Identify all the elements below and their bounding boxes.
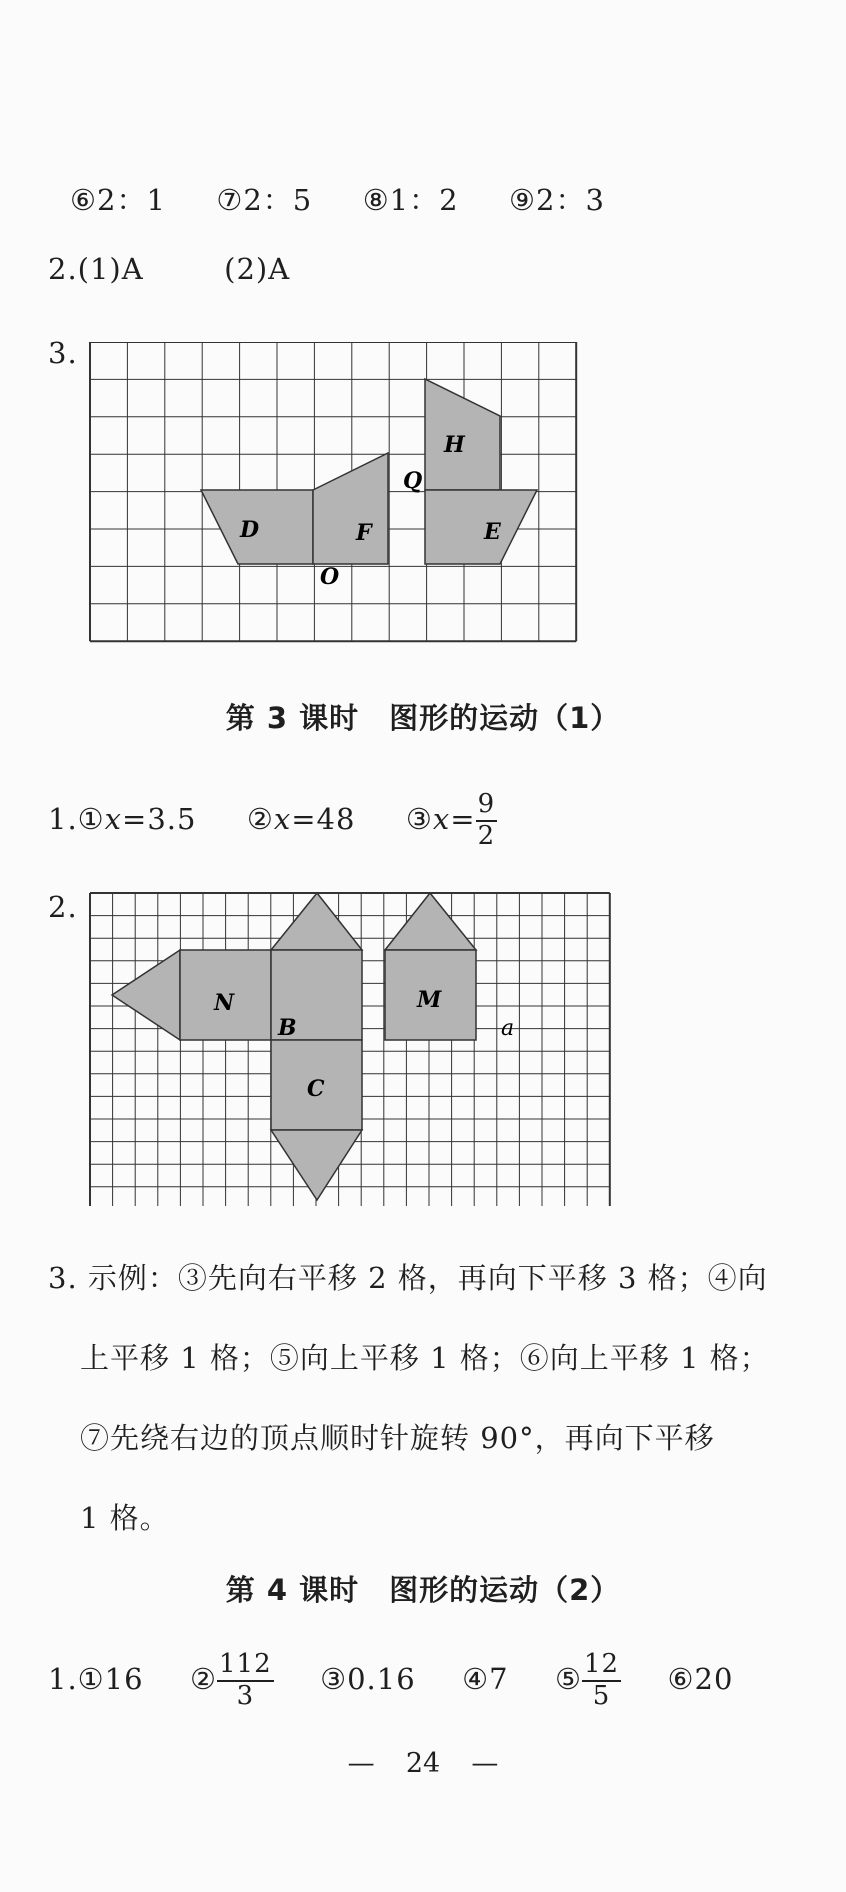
equals-sign: = <box>450 801 476 836</box>
fraction-denominator: 3 <box>236 1680 255 1711</box>
fraction-12-5 <box>582 1650 621 1712</box>
answer-6: ⑥20 <box>667 1661 734 1696</box>
answer-2-marker: ② <box>246 801 274 836</box>
variable-x: x <box>432 801 451 836</box>
section-3-question-2-number: 2. <box>48 890 78 924</box>
section-4-question-1 <box>48 1650 733 1712</box>
fraction-9-2 <box>476 790 498 852</box>
section-4-title: 第 4 课时 图形的运动（2） <box>225 1573 621 1607</box>
answer-2-1: (1)A <box>77 252 144 286</box>
question-number: 1. <box>48 1661 78 1696</box>
answer-3: ③0.16 <box>320 1661 416 1696</box>
shape-c-triangle <box>271 1130 362 1200</box>
answer-2-marker: ② <box>190 1661 218 1696</box>
section-3-question-3-line-4: 1 格。 <box>80 1501 170 1535</box>
fraction-numerator: 9 <box>476 790 498 822</box>
label-c: C <box>307 1076 325 1102</box>
shape-f <box>313 453 388 564</box>
fraction-112-3 <box>217 1650 274 1712</box>
motion-grid-figure <box>88 890 618 1206</box>
question-3-number: 3. <box>48 336 78 370</box>
fraction-numerator: 112 <box>217 1650 274 1682</box>
page-number-dash-right: — <box>471 1748 499 1779</box>
shape-e <box>425 490 537 564</box>
variable-x: x <box>104 801 123 836</box>
page-number-value: 24 <box>405 1748 441 1779</box>
label-q: Q <box>403 468 423 494</box>
answer-2-value: =48 <box>291 801 356 836</box>
label-h: H <box>444 432 465 458</box>
shape-b-triangle <box>271 893 362 950</box>
question-number: 2. <box>48 252 78 286</box>
fraction-denominator: 2 <box>477 820 496 851</box>
label-e: E <box>484 519 501 545</box>
section-3-question-3-line-3: ⑦先绕右边的顶点顺时针旋转 90°，再向下平移 <box>80 1421 715 1455</box>
question-number: 1. <box>48 801 78 836</box>
section-3-question-1 <box>48 790 497 852</box>
section-3-question-3-line-1: 3. 示例：③先向右平移 2 格，再向下平移 3 格；④向 <box>48 1261 768 1295</box>
section-3-title: 第 3 课时 图形的运动（1） <box>225 701 621 735</box>
answer-1-marker: ① <box>77 801 105 836</box>
ratio-answers-line <box>70 178 605 219</box>
label-o: O <box>320 564 340 590</box>
answer-8: ⑧1：2 <box>362 183 459 217</box>
fraction-numerator: 12 <box>582 1650 621 1682</box>
page-number-dash-left: — <box>347 1748 375 1779</box>
variable-x: x <box>273 801 292 836</box>
answer-1-value: =3.5 <box>122 801 197 836</box>
translation-grid-figure <box>88 342 578 648</box>
answer-3-marker: ③ <box>405 801 433 836</box>
answer-6: ⑥2：1 <box>70 183 166 217</box>
label-a: a <box>501 1016 515 1041</box>
answer-4: ④7 <box>462 1661 509 1696</box>
answer-1: ①16 <box>77 1661 144 1696</box>
label-b: B <box>278 1015 297 1041</box>
label-d: D <box>240 517 260 543</box>
fraction-denominator: 5 <box>592 1680 611 1711</box>
shape-m-triangle <box>385 893 476 950</box>
answer-5-marker: ⑤ <box>555 1661 582 1696</box>
label-f: F <box>356 520 372 546</box>
answer-2-2: (2)A <box>224 252 291 286</box>
answer-9: ⑨2：3 <box>509 183 605 217</box>
page-number <box>0 1748 846 1779</box>
label-m: M <box>417 987 442 1013</box>
shape-n-triangle <box>112 950 180 1040</box>
question-2-answers <box>48 252 290 286</box>
section-3-question-3-line-2: 上平移 1 格；⑤向上平移 1 格；⑥向上平移 1 格； <box>80 1341 770 1375</box>
answer-7: ⑦2：5 <box>216 183 313 217</box>
label-n: N <box>214 990 235 1016</box>
